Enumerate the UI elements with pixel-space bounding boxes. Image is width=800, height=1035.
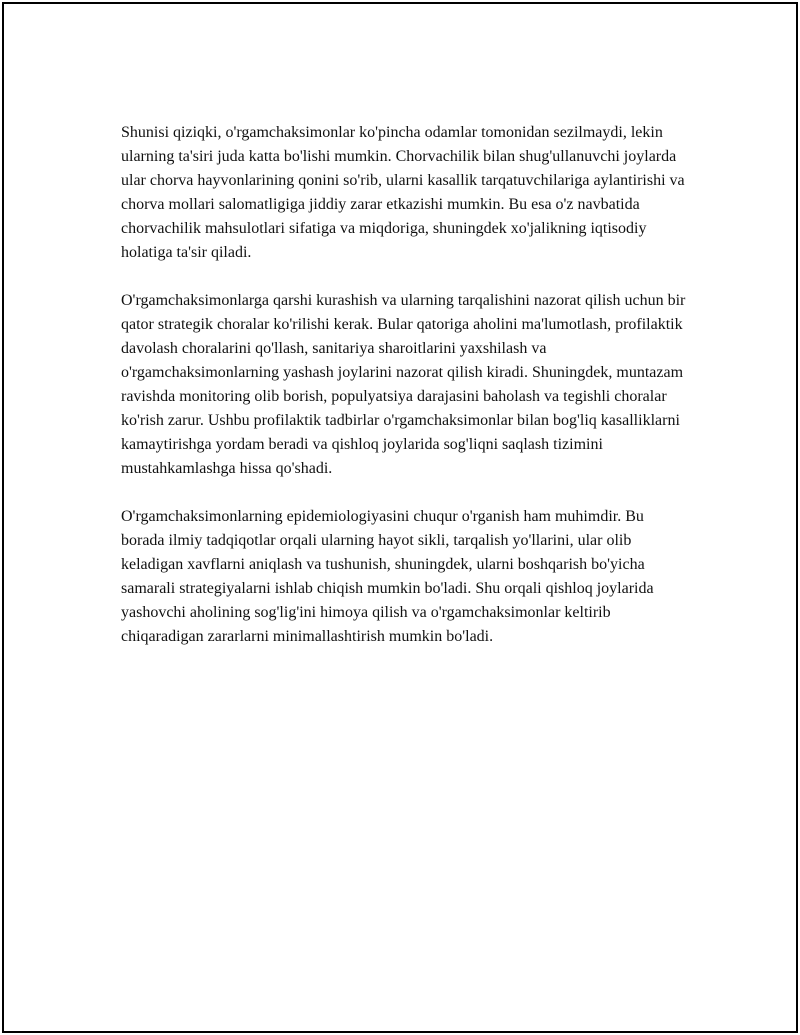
- paragraph-2: O'rgamchaksimonlarga qarshi kurashish va ularning tarqalishini nazorat qilish uchun bir qator strategik choralar ko'rilishi kerak. Bular qatoriga aholini ma'lumotlash, profilaktik davolash choralarini qo'llash, sanitariya sharoitlarini yaxshilash va o'rgamchaksimonlarning yashash joylarini nazorat qilish kiradi. Shuningdek, muntazam ravishda monitoring olib borish, populyatsiya darajasini baholash va tegishli choralar ko'rish zarur. Ushbu profilaktik tadbirlar o'rgamchaksimonlar bilan bog'liq kasalliklarni kamaytirishga yordam beradi va qishloq joylarida sog'liqni saqlash tizimini mustahkamlashga hissa qo'shadi.: [121, 292, 686, 477]
- document-page: [2, 2, 798, 1033]
- paragraph-1: Shunisi qiziqki, o'rgamchaksimonlar ko'pincha odamlar tomonidan sezilmaydi, lekin ularning ta'siri juda katta bo'lishi mumkin. Chorvachilik bilan shug'ullanuvchi joylarda ular chorva hayvonlarining qonini so'rib, ularni kasallik tarqatuvchilariga aylantirishi va chorva mollari salomatligiga jiddiy zarar etkazishi mumkin. Bu esa o'z navbatida chorvachilik mahsulotlari sifatiga va miqdoriga, shuningdek xo'jalikning iqtisodiy holatiga ta'sir qiladi.: [121, 124, 685, 261]
- paragraph-3: O'rgamchaksimonlarning epidemiologiyasini chuqur o'rganish ham muhimdir. Bu borada ilmiy tadqiqotlar orqali ularning hayot sikli, tarqalish yo'llarini, ular olib keladigan xavflarni aniqlash va tushunish, shuningdek, ularni boshqarish bo'yicha samarali strategiyalarni ishlab chiqish mumkin bo'ladi. Shu orqali qishloq joylarida yashovchi aholining sog'lig'ini himoya qilish va o'rgamchaksimonlar keltirib chiqaradigan zararlarni minimallashtirish mumkin bo'ladi.: [121, 508, 654, 645]
- document-body: [121, 121, 687, 673]
